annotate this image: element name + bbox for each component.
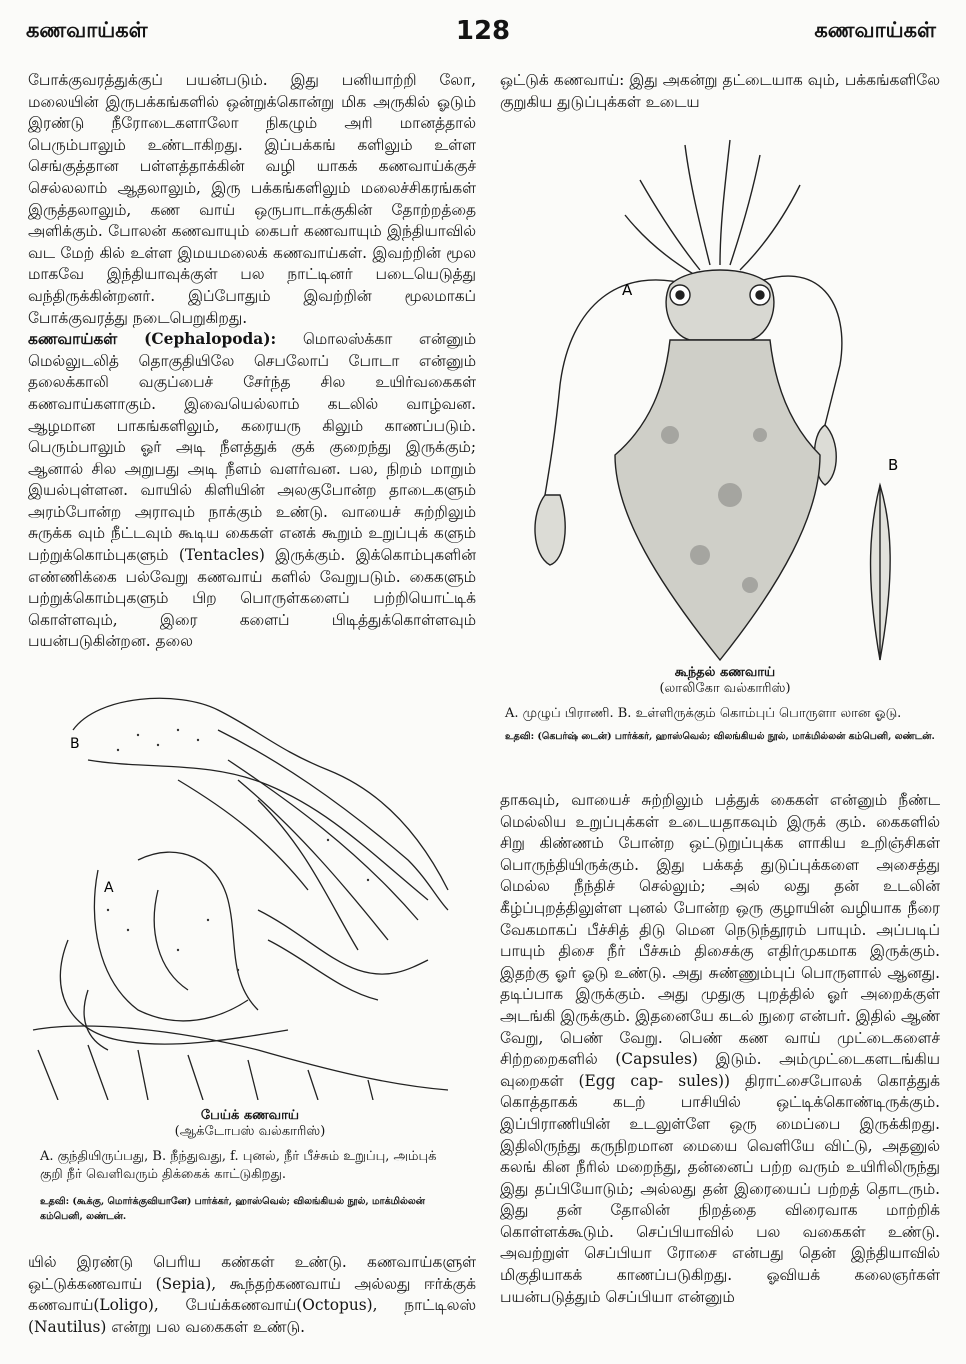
squid-label-b: B bbox=[888, 456, 899, 474]
squid-arm bbox=[685, 145, 710, 265]
running-header-right: கணவாய்கள் bbox=[814, 18, 936, 42]
article-heading: கணவாய்கள் (Cephalopoda): bbox=[28, 330, 277, 349]
left-column-text bbox=[28, 70, 476, 680]
squid-label-a: A bbox=[622, 281, 633, 299]
octopus-label-a: A bbox=[104, 880, 114, 896]
octopus-caption-subtitle: (ஆக்டோபஸ் வல்காரிஸ்) bbox=[174, 1124, 326, 1139]
running-header-left: கணவாய்கள் bbox=[26, 18, 148, 42]
page-number: 128 bbox=[455, 16, 511, 46]
octopus-b-mantle bbox=[73, 698, 448, 890]
octopus-label-b: B bbox=[70, 736, 80, 752]
octopus-illustration bbox=[28, 690, 478, 1100]
paragraph-cephalopoda bbox=[28, 329, 476, 653]
squid-caption-subtitle: (லாலிகோ வல்காரிஸ்) bbox=[659, 681, 791, 696]
squid-illustration bbox=[520, 135, 920, 665]
seabed-rock bbox=[33, 1026, 448, 1090]
octopus-a-body bbox=[94, 870, 248, 1021]
paragraph-mountain-pass: போக்குவரத்துக்குப் பயன்படும். இது பனியாற்றி லோ, மலையின் இருபக்கங்களில் ஒன்றுக்கொன்று மிக அருகில் ஓடும் இரண்டு நீரோடைகளாலோ நிகழும் அரி மானத்தால் பெரும்பாலும் உண்டாகிறது. இப்பக்கங் களிலும் உள்ள செங்குத்தான பள்ளத்தாக்கின் வழி யாகக் கணவாய்க்குச் செல்லலாம் ஆதலாலும், இரு பக்கங்களிலும் மலைச்சிகரங்கள் இருத்தலாலும், கண வாய் ஒருபாடாக்குகின் தோற்றத்தை அளிக்கும். போலன் கணவாயும் கைபர் கணவாயும் இந்தியாவில் வட மேற் கில் உள்ள இமயமலைக் கணவாய்கள். இவற்றின் மூல மாகவே இந்தியாவுக்குள் பல நாட்டினர் படையெடுத்து வந்திருக்கின்றனர். இப்போதும் இவற்றின் மூலமாகப் போக்குவரத்து நடைபெறுகிறது. bbox=[28, 71, 476, 327]
squid-mantle bbox=[615, 340, 820, 660]
octopus-caption-legend: A. குந்தியிருப்பது, B. நீந்துவது, f. புனல், நீர் பீச்சும் உறுப்பு, அம்புக் குறி நீர் வெளிவரும் திக்கைக் காட்டுகிறது. bbox=[40, 1149, 437, 1182]
octopus-caption-title: பேய்க் கணவாய் bbox=[200, 1108, 300, 1123]
squid-drawing bbox=[520, 135, 920, 665]
squid-caption bbox=[505, 665, 945, 744]
squid-caption-credit: உதவி: (கெபர்ஷ் டைன்) பார்க்கர், ஹாஸ்வெல்; விலங்கியல் நூல், மாக்மில்லன் கம்பெனி, லண்டன். bbox=[505, 731, 935, 742]
right-column-bottom-text: தாகவும், வாயைச் சுற்றிலும் பத்துக் கைகள் என்னும் நீண்ட மெல்லிய உறுப்புக்கள் உடையதாகவும் இருக் கும். கைகளில் சிறு கிண்ணம் போன்ற ஒட்டுறுப்புக்க ளாகிய உறிஞ்சிகள் பொருந்தியிருக்கும். இது பக்கத் துடுப்புக்களை அசைத்து மெல்ல நீந்திச் செல்லும்; அல் லது தன் உடலின் கீழ்ப்புறத்திலுள்ள புனல் போன்ற ஒரு குழாயின் வழியாக நீரை வேகமாகப் பீச்சித் திடு மென நெடுந்தூரம் பாயும். அப்படிப் பாயும் திசை நீர் பீச்சும் திசைக்கு எதிர்முகமாக இருக்கும். இதற்கு ஓர் ஓடு உண்டு. அது சுண்ணும்புப் பொருளால் ஆனது. தடிப்பாக இருக்கும். அது முதுகு புறத்தில் ஓர் அறைக்குள் அடங்கி இருக்கும். இதனையே கடல் நுரை என்பர். இதில் ஆண் வேறு, பெண் வேறு. பெண் கண வாய் முட்டைகளைச் சிற்றறைகளில் (Capsules) இடும். அம்முட்டைகளடங்கிய வுறைகள் (Egg cap- sules)) திராட்சைபோலக் கொத்துக் கொத்தாகக் கடற் பாசியில் ஒட்டிக்கொண்டிருக்கும். இப்பிராணியின் உடலுள்ளே ஒரு மைப்பை இருக்கிறது. இதிலிருந்து கருநிறமான மையை வெளியே விட்டு, அதனுல் கலங் கின நீரில் மறைந்து, தன்னைப் பற்ற வரும் உயிரிலிருந்து இது தப்பியோடும்; அல்லது தன் இரையைப் பற்றத் தொடரும். இது தன் தோலின் நிறத்தை விரைவாக மாற்றிக் கொள்ளக்கூடும். செப்பியாவில் பல வகைகள் உண்டு. அவற்றுள் செப்பியா ரோசை என்பது தென் இந்தியாவில் மிகுதியாகக் காணப்படுகிறது. ஓவியக் கலைஞர்கள் பயன்படுத்தும் செப்பியா என்னும் bbox=[500, 791, 940, 1306]
right-column-top-text: ஒட்டுக் கணவாய்: இது அகன்று தட்டையாக வும், பக்கங்களிலே குறுகிய துடுப்புக்கள் உடைய bbox=[500, 71, 940, 111]
octopus-caption-credit: உதவி: (கூக்கு, மொர்க்குவியானே) பார்க்கர், ஹாஸ்வெல்; விலங்கியல் நூல், மாக்மில்லன் கம்பெனி, லண்டன். bbox=[40, 1196, 425, 1222]
squid-caption-legend: A. முழுப் பிராணி. B. உள்ளிருக்கும் கொம்புப் பொருளா லான ஓடு. bbox=[505, 706, 902, 721]
left-column-bottom-text: யில் இரண்டு பெரிய கண்கள் உண்டு. கணவாய்களுள் ஒட்டுக்கணவாய் (Sepia), கூந்தற்கணவாய் அல்லது ஈர்க்குக் கணவாய்(Loligo), பேய்க்கணவாய்(Octopus), நாட்டிலஸ் (Nautilus) என்று பல வகைகள் உண்டு. bbox=[28, 1253, 476, 1336]
article-body: மொலஸ்க்கா என்னும் மெல்லுடலித் தொகுதியிலே செபலோப் போடா என்னும் தலைக்காலி வகுப்பைச் சேர்ந்த சில உயிர்வகைகள் கணவாய்களாகும். இவையெல்லாம் கடலில் வாழ்வன. ஆழமான பாகங்களிலும், கரையரு கிலும் காணப்படும். பெரும்பாலும் ஓர் அடி நீளத்துக் குக் குறைந்து இருக்கும்; ஆனால் சில அறுபது அடி நீளம் வளர்வன. பல, நிறம் மாறும் இயல்புள்ளன. வாயில் கிளியின் அலகுபோன்ற தாடைகளும் அரம்போன்ற அராவும் நாக்கும் உண்டு. வாயைச் சுற்றிலும் சுருக்க வும் நீட்டவும் கூடிய கைகள் எனக் கூறும் உறுப்புக் களும் பற்றுக்கொம்புகளும் (Tentacles) இருக்கும். இக்கொம்புகளின் எண்ணிக்கை பல்வேறு கணவாய் களில் வேறுபடும். கைகளும் பற்றுக்கொம்புகளும் பிற பொருள்களைப் பற்றியொட்டிக் கொள்ளவும், இரை களைப் பிடித்துக்கொள்ளவும் பயன்படுகின்றன. தலை bbox=[28, 330, 476, 651]
squid-caption-title: கூந்தல் கணவாய் bbox=[674, 665, 776, 680]
octopus-drawing bbox=[28, 690, 478, 1100]
octopus-caption bbox=[40, 1108, 460, 1224]
